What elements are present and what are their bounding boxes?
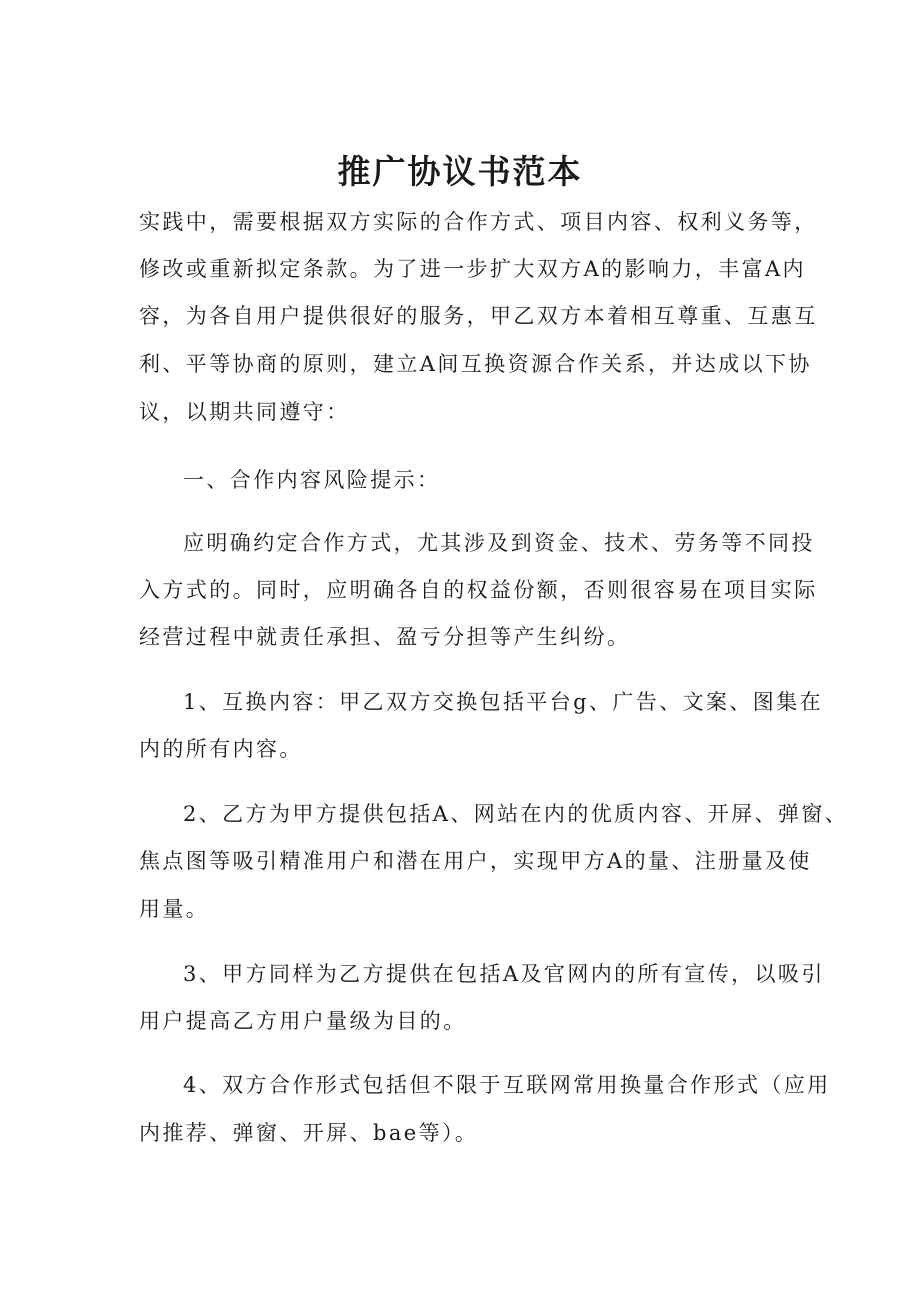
list-item: 3、甲方同样为乙方提供在包括A及官网内的所有宣传，以吸引 — [183, 962, 825, 986]
paragraph-line: 内的所有内容。 — [139, 737, 303, 761]
paragraph-line: 经营过程中就责任承担、盈亏分担等产生纠纷。 — [139, 625, 631, 649]
document-title: 推广协议书范本 — [337, 152, 583, 191]
list-item: 4、双方合作形式包括但不限于互联网常用换量合作形式（应用 — [183, 1073, 831, 1097]
list-item: 1、互换内容：甲乙双方交换包括平台g、广告、文案、图集在 — [183, 690, 824, 714]
section-heading: 一、合作内容风险提示： — [183, 468, 441, 492]
paragraph-line: 内推荐、弹窗、开屏、bae等）。 — [139, 1121, 479, 1145]
paragraph-line: 焦点图等吸引精准用户和潜在用户，实现甲方A的量、注册量及使 — [139, 849, 812, 873]
list-item: 2、乙方为甲方提供包括A、网站在内的优质内容、开屏、弹窗、 — [183, 802, 849, 826]
paragraph-line: 利、平等协商的原则，建立A间互换资源合作关系，并达成以下协 — [139, 352, 812, 376]
paragraph-line: 修改或重新拟定条款。为了进一步扩大双方A的影响力，丰富A内 — [139, 257, 806, 281]
paragraph-line: 入方式的。同时，应明确各自的权益份额，否则很容易在项目实际 — [139, 578, 818, 602]
paragraph-line: 议，以期共同遵守： — [139, 400, 350, 424]
paragraph-line: 实践中，需要根据双方实际的合作方式、项目内容、权利义务等， — [139, 210, 818, 234]
paragraph-line: 用户提高乙方用户量级为目的。 — [139, 1009, 467, 1033]
paragraph-line: 容，为各自用户提供很好的服务，甲乙双方本着相互尊重、互惠互 — [139, 304, 818, 328]
paragraph-line: 用量。 — [139, 897, 210, 921]
paragraph-line: 应明确约定合作方式，尤其涉及到资金、技术、劳务等不同投 — [183, 531, 815, 555]
